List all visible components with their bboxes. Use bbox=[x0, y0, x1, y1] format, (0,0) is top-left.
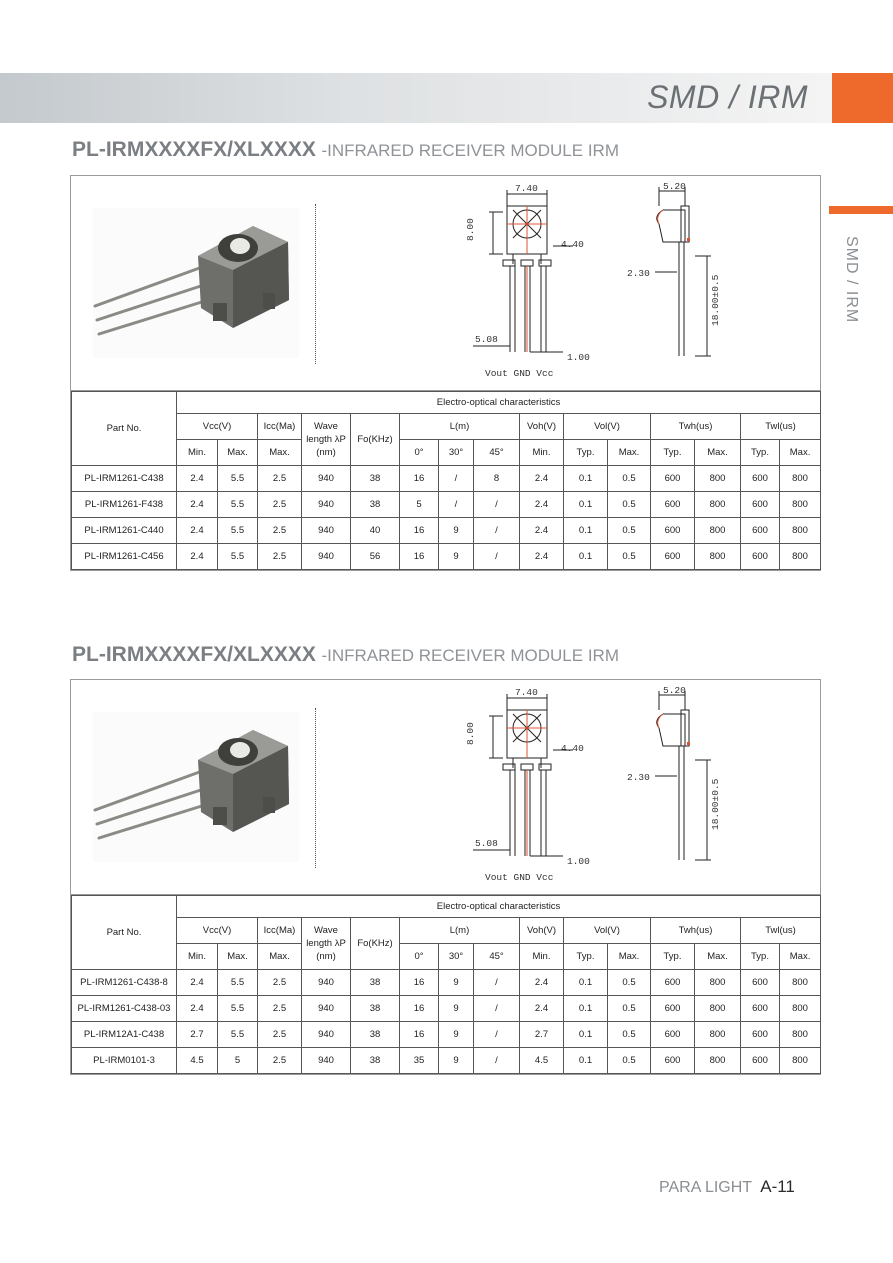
table-cell: 800 bbox=[780, 996, 821, 1022]
subheader-cell: Min. bbox=[177, 944, 218, 970]
table-cell: 2.5 bbox=[258, 970, 302, 996]
table-cell: 600 bbox=[651, 1022, 695, 1048]
header-twl: Twl(us) bbox=[741, 918, 821, 944]
table-cell: 0.1 bbox=[564, 466, 608, 492]
table-cell: 5.5 bbox=[218, 970, 258, 996]
subheader-cell: Typ. bbox=[741, 944, 780, 970]
subheader-cell: Max. bbox=[258, 440, 302, 466]
subheader-cell: 30° bbox=[439, 944, 474, 970]
table-cell: 0.1 bbox=[564, 544, 608, 570]
subheader-cell: Max. bbox=[780, 440, 821, 466]
table-cell: 600 bbox=[741, 1048, 780, 1074]
table-cell: 5 bbox=[218, 1048, 258, 1074]
table-cell: 940 bbox=[302, 1048, 351, 1074]
table-cell: 0.1 bbox=[564, 996, 608, 1022]
dim-lead-length: 18.00±0.5 bbox=[710, 274, 721, 326]
subheader-cell: Min. bbox=[177, 440, 218, 466]
table-cell: 9 bbox=[439, 518, 474, 544]
table-cell: 600 bbox=[741, 518, 780, 544]
table-row bbox=[72, 996, 821, 1022]
table-cell: 2.4 bbox=[177, 492, 218, 518]
dim-pin-spacing: 5.08 bbox=[475, 838, 498, 849]
part-number-cell: PL-IRM1261-F438 bbox=[72, 492, 177, 518]
dim-height: 8.00 bbox=[465, 218, 476, 241]
table-cell: 38 bbox=[351, 970, 400, 996]
table-row bbox=[72, 1048, 821, 1074]
dim-width: 7.40 bbox=[515, 687, 538, 698]
table-cell: 0.1 bbox=[564, 518, 608, 544]
subheader-cell: Max. bbox=[780, 944, 821, 970]
table-cell: 940 bbox=[302, 492, 351, 518]
table-cell: 0.1 bbox=[564, 970, 608, 996]
drawing-frame bbox=[463, 176, 823, 395]
table-cell: / bbox=[474, 996, 520, 1022]
header-group: Electro-optical characteristics bbox=[177, 896, 821, 918]
table-cell: 0.5 bbox=[608, 466, 651, 492]
table-cell: 940 bbox=[302, 466, 351, 492]
table-cell: 800 bbox=[695, 970, 741, 996]
table-cell: 2.4 bbox=[520, 492, 564, 518]
table-cell: 2.7 bbox=[177, 1022, 218, 1048]
header-vol: Vol(V) bbox=[564, 918, 651, 944]
table-cell: 9 bbox=[439, 544, 474, 570]
table-cell: 2.4 bbox=[520, 996, 564, 1022]
part-number-cell: PL-IRM0101-3 bbox=[72, 1048, 177, 1074]
table-cell: 9 bbox=[439, 996, 474, 1022]
table-cell: 5.5 bbox=[218, 544, 258, 570]
subheader-cell: Max. bbox=[608, 440, 651, 466]
footer-brand: PARA LIGHT bbox=[659, 1179, 752, 1196]
table-cell: 0.5 bbox=[608, 518, 651, 544]
table-cell: / bbox=[474, 518, 520, 544]
table-cell: 2.5 bbox=[258, 1048, 302, 1074]
table-cell: 600 bbox=[741, 492, 780, 518]
dim-offset: 2.30 bbox=[627, 268, 650, 279]
subheader-cell: Max. bbox=[695, 944, 741, 970]
header-voh: Voh(V) bbox=[520, 414, 564, 440]
header-twl: Twl(us) bbox=[741, 414, 821, 440]
dim-pin-width: 1.00 bbox=[567, 856, 590, 867]
subheader-cell: Max. bbox=[218, 944, 258, 970]
table-cell: 800 bbox=[695, 518, 741, 544]
subheader-cell: Min. bbox=[520, 944, 564, 970]
part-number-cell: PL-IRM1261-C438-8 bbox=[72, 970, 177, 996]
header-band bbox=[0, 73, 832, 123]
subheader-cell: Max. bbox=[218, 440, 258, 466]
header-l: L(m) bbox=[400, 918, 520, 944]
header-vcc: Vcc(V) bbox=[177, 918, 258, 944]
header-l: L(m) bbox=[400, 414, 520, 440]
table-cell: 16 bbox=[400, 996, 439, 1022]
header-fo: Fo(KHz) bbox=[351, 414, 400, 466]
table-cell: 2.4 bbox=[177, 544, 218, 570]
table-cell: 600 bbox=[651, 996, 695, 1022]
header-icc: Icc(Ma) bbox=[258, 918, 302, 944]
table-cell: 800 bbox=[780, 544, 821, 570]
dim-pin-width: 1.00 bbox=[567, 352, 590, 363]
table-cell: 4.5 bbox=[177, 1048, 218, 1074]
section-subtitle: -INFRARED RECEIVER MODULE IRM bbox=[321, 141, 619, 160]
table-cell: 600 bbox=[741, 1022, 780, 1048]
part-number-cell: PL-IRM12A1-C438 bbox=[72, 1022, 177, 1048]
product-section bbox=[70, 175, 821, 571]
table-cell: 0.5 bbox=[608, 970, 651, 996]
dim-width: 7.40 bbox=[515, 183, 538, 194]
table-cell: 9 bbox=[439, 970, 474, 996]
header-wavelength: Wave length λP (nm) bbox=[302, 414, 351, 466]
part-number-cell: PL-IRM1261-C438 bbox=[72, 466, 177, 492]
table-cell: 800 bbox=[780, 518, 821, 544]
table-cell: 940 bbox=[302, 996, 351, 1022]
header-vcc: Vcc(V) bbox=[177, 414, 258, 440]
table-cell: 800 bbox=[695, 466, 741, 492]
header-wavelength: Wave length λP (nm) bbox=[302, 918, 351, 970]
table-cell: 800 bbox=[780, 466, 821, 492]
subheader-cell: 0° bbox=[400, 440, 439, 466]
table-cell: 0.5 bbox=[608, 492, 651, 518]
part-number-cell: PL-IRM1261-C438-03 bbox=[72, 996, 177, 1022]
section-title: PL-IRMXXXXFX/XLXXXX bbox=[72, 138, 316, 161]
part-number-cell: PL-IRM1261-C440 bbox=[72, 518, 177, 544]
table-row bbox=[72, 544, 821, 570]
photo-frame bbox=[93, 208, 299, 358]
table-row bbox=[72, 518, 821, 544]
table-cell: / bbox=[474, 1048, 520, 1074]
table-cell: / bbox=[439, 466, 474, 492]
table-cell: 8 bbox=[474, 466, 520, 492]
specs-table bbox=[71, 895, 821, 1074]
table-cell: 5.5 bbox=[218, 518, 258, 544]
accent-block bbox=[832, 73, 893, 123]
subheader-cell: Min. bbox=[520, 440, 564, 466]
table-cell: 800 bbox=[695, 492, 741, 518]
drawing-frame bbox=[463, 680, 823, 899]
table-cell: 600 bbox=[651, 970, 695, 996]
header-part-no: Part No. bbox=[72, 392, 177, 466]
figure-area bbox=[71, 176, 820, 391]
subheader-cell: Typ. bbox=[741, 440, 780, 466]
table-cell: 940 bbox=[302, 970, 351, 996]
table-row bbox=[72, 466, 821, 492]
table-cell: 800 bbox=[780, 970, 821, 996]
dim-height: 8.00 bbox=[465, 722, 476, 745]
subheader-cell: Typ. bbox=[564, 944, 608, 970]
table-cell: 2.4 bbox=[177, 970, 218, 996]
subheader-cell: 0° bbox=[400, 944, 439, 970]
table-cell: 0.5 bbox=[608, 996, 651, 1022]
table-cell: 800 bbox=[695, 996, 741, 1022]
figure-divider bbox=[315, 204, 316, 364]
table-cell: 2.5 bbox=[258, 518, 302, 544]
header-voh: Voh(V) bbox=[520, 918, 564, 944]
dim-pin-spacing: 5.08 bbox=[475, 334, 498, 345]
dimension-drawing bbox=[463, 176, 823, 390]
subheader-cell: Typ. bbox=[651, 440, 695, 466]
table-cell: 9 bbox=[439, 1048, 474, 1074]
product-section bbox=[70, 679, 821, 1075]
table-cell: 5.5 bbox=[218, 466, 258, 492]
subheader-cell: Max. bbox=[258, 944, 302, 970]
section-subtitle: -INFRARED RECEIVER MODULE IRM bbox=[321, 646, 619, 665]
category-title: SMD / IRM bbox=[647, 79, 808, 115]
subheader-cell: 45° bbox=[474, 440, 520, 466]
table-cell: 600 bbox=[651, 466, 695, 492]
dim-pitch: 4.40 bbox=[561, 239, 584, 250]
table-cell: 0.1 bbox=[564, 1022, 608, 1048]
pin-names: Vout GND Vcc bbox=[485, 368, 554, 379]
dimension-drawing bbox=[463, 680, 823, 894]
table-cell: 600 bbox=[651, 518, 695, 544]
section-title: PL-IRMXXXXFX/XLXXXX bbox=[72, 643, 316, 666]
table-cell: 600 bbox=[741, 466, 780, 492]
table-cell: / bbox=[474, 1022, 520, 1048]
dim-depth: 5.20 bbox=[663, 181, 686, 192]
table-cell: 2.5 bbox=[258, 492, 302, 518]
dim-offset: 2.30 bbox=[627, 772, 650, 783]
specs-table bbox=[71, 391, 821, 570]
header-group: Electro-optical characteristics bbox=[177, 392, 821, 414]
subheader-cell: Typ. bbox=[651, 944, 695, 970]
table-cell: 5.5 bbox=[218, 1022, 258, 1048]
header-vol: Vol(V) bbox=[564, 414, 651, 440]
table-cell: 800 bbox=[780, 1048, 821, 1074]
table-cell: 2.4 bbox=[520, 518, 564, 544]
table-cell: 5 bbox=[400, 492, 439, 518]
table-cell: 0.5 bbox=[608, 544, 651, 570]
table-cell: 940 bbox=[302, 518, 351, 544]
table-cell: / bbox=[474, 970, 520, 996]
table-cell: 16 bbox=[400, 544, 439, 570]
table-cell: 940 bbox=[302, 544, 351, 570]
table-cell: 2.4 bbox=[177, 518, 218, 544]
footer bbox=[659, 1177, 795, 1197]
table-cell: 16 bbox=[400, 466, 439, 492]
subheader-cell: Max. bbox=[695, 440, 741, 466]
table-cell: 16 bbox=[400, 518, 439, 544]
table-cell: 800 bbox=[780, 492, 821, 518]
table-row bbox=[72, 970, 821, 996]
table-cell: 38 bbox=[351, 1048, 400, 1074]
dim-lead-length: 18.00±0.5 bbox=[710, 778, 721, 830]
table-cell: 800 bbox=[695, 544, 741, 570]
subheader-cell: 30° bbox=[439, 440, 474, 466]
table-cell: 4.5 bbox=[520, 1048, 564, 1074]
part-number-cell: PL-IRM1261-C456 bbox=[72, 544, 177, 570]
pin-names: Vout GND Vcc bbox=[485, 872, 554, 883]
table-cell: 2.4 bbox=[520, 544, 564, 570]
figure-divider bbox=[315, 708, 316, 868]
table-row bbox=[72, 1022, 821, 1048]
table-cell: 16 bbox=[400, 970, 439, 996]
figure-area bbox=[71, 680, 820, 895]
dim-pitch: 4.40 bbox=[561, 743, 584, 754]
table-cell: / bbox=[439, 492, 474, 518]
side-label: SMD / IRM bbox=[843, 236, 860, 324]
table-cell: 38 bbox=[351, 1022, 400, 1048]
table-row bbox=[72, 492, 821, 518]
table-cell: / bbox=[474, 492, 520, 518]
table-cell: 0.5 bbox=[608, 1022, 651, 1048]
table-cell: 0.1 bbox=[564, 1048, 608, 1074]
table-cell: 940 bbox=[302, 1022, 351, 1048]
table-cell: 5.5 bbox=[218, 996, 258, 1022]
header-part-no: Part No. bbox=[72, 896, 177, 970]
table-cell: 38 bbox=[351, 492, 400, 518]
section-heading bbox=[72, 138, 619, 162]
table-cell: 2.5 bbox=[258, 544, 302, 570]
header-fo: Fo(KHz) bbox=[351, 918, 400, 970]
table-cell: 35 bbox=[400, 1048, 439, 1074]
table-cell: 600 bbox=[741, 544, 780, 570]
table-cell: 800 bbox=[695, 1022, 741, 1048]
table-cell: 2.4 bbox=[177, 466, 218, 492]
table-cell: 38 bbox=[351, 996, 400, 1022]
photo-frame bbox=[93, 712, 299, 862]
table-cell: 600 bbox=[651, 544, 695, 570]
table-cell: 2.5 bbox=[258, 1022, 302, 1048]
table-cell: 9 bbox=[439, 1022, 474, 1048]
table-cell: 800 bbox=[780, 1022, 821, 1048]
table-cell: / bbox=[474, 544, 520, 570]
table-cell: 5.5 bbox=[218, 492, 258, 518]
table-cell: 800 bbox=[695, 1048, 741, 1074]
subheader-cell: Typ. bbox=[564, 440, 608, 466]
table-cell: 2.5 bbox=[258, 996, 302, 1022]
component-photo bbox=[93, 208, 299, 358]
header-icc: Icc(Ma) bbox=[258, 414, 302, 440]
dim-depth: 5.20 bbox=[663, 685, 686, 696]
table-cell: 600 bbox=[741, 970, 780, 996]
section-heading bbox=[72, 643, 619, 667]
table-cell: 0.5 bbox=[608, 1048, 651, 1074]
table-cell: 600 bbox=[651, 1048, 695, 1074]
table-cell: 2.7 bbox=[520, 1022, 564, 1048]
table-cell: 2.5 bbox=[258, 466, 302, 492]
table-cell: 38 bbox=[351, 466, 400, 492]
header-twh: Twh(us) bbox=[651, 918, 741, 944]
table-cell: 56 bbox=[351, 544, 400, 570]
side-tab-marker bbox=[829, 206, 893, 214]
table-cell: 2.4 bbox=[177, 996, 218, 1022]
component-photo bbox=[93, 712, 299, 862]
table-cell: 40 bbox=[351, 518, 400, 544]
header-twh: Twh(us) bbox=[651, 414, 741, 440]
table-cell: 16 bbox=[400, 1022, 439, 1048]
subheader-cell: Max. bbox=[608, 944, 651, 970]
table-cell: 600 bbox=[651, 492, 695, 518]
page-number: A-11 bbox=[760, 1177, 795, 1196]
subheader-cell: 45° bbox=[474, 944, 520, 970]
table-cell: 2.4 bbox=[520, 466, 564, 492]
table-cell: 2.4 bbox=[520, 970, 564, 996]
table-cell: 0.1 bbox=[564, 492, 608, 518]
table-cell: 600 bbox=[741, 996, 780, 1022]
